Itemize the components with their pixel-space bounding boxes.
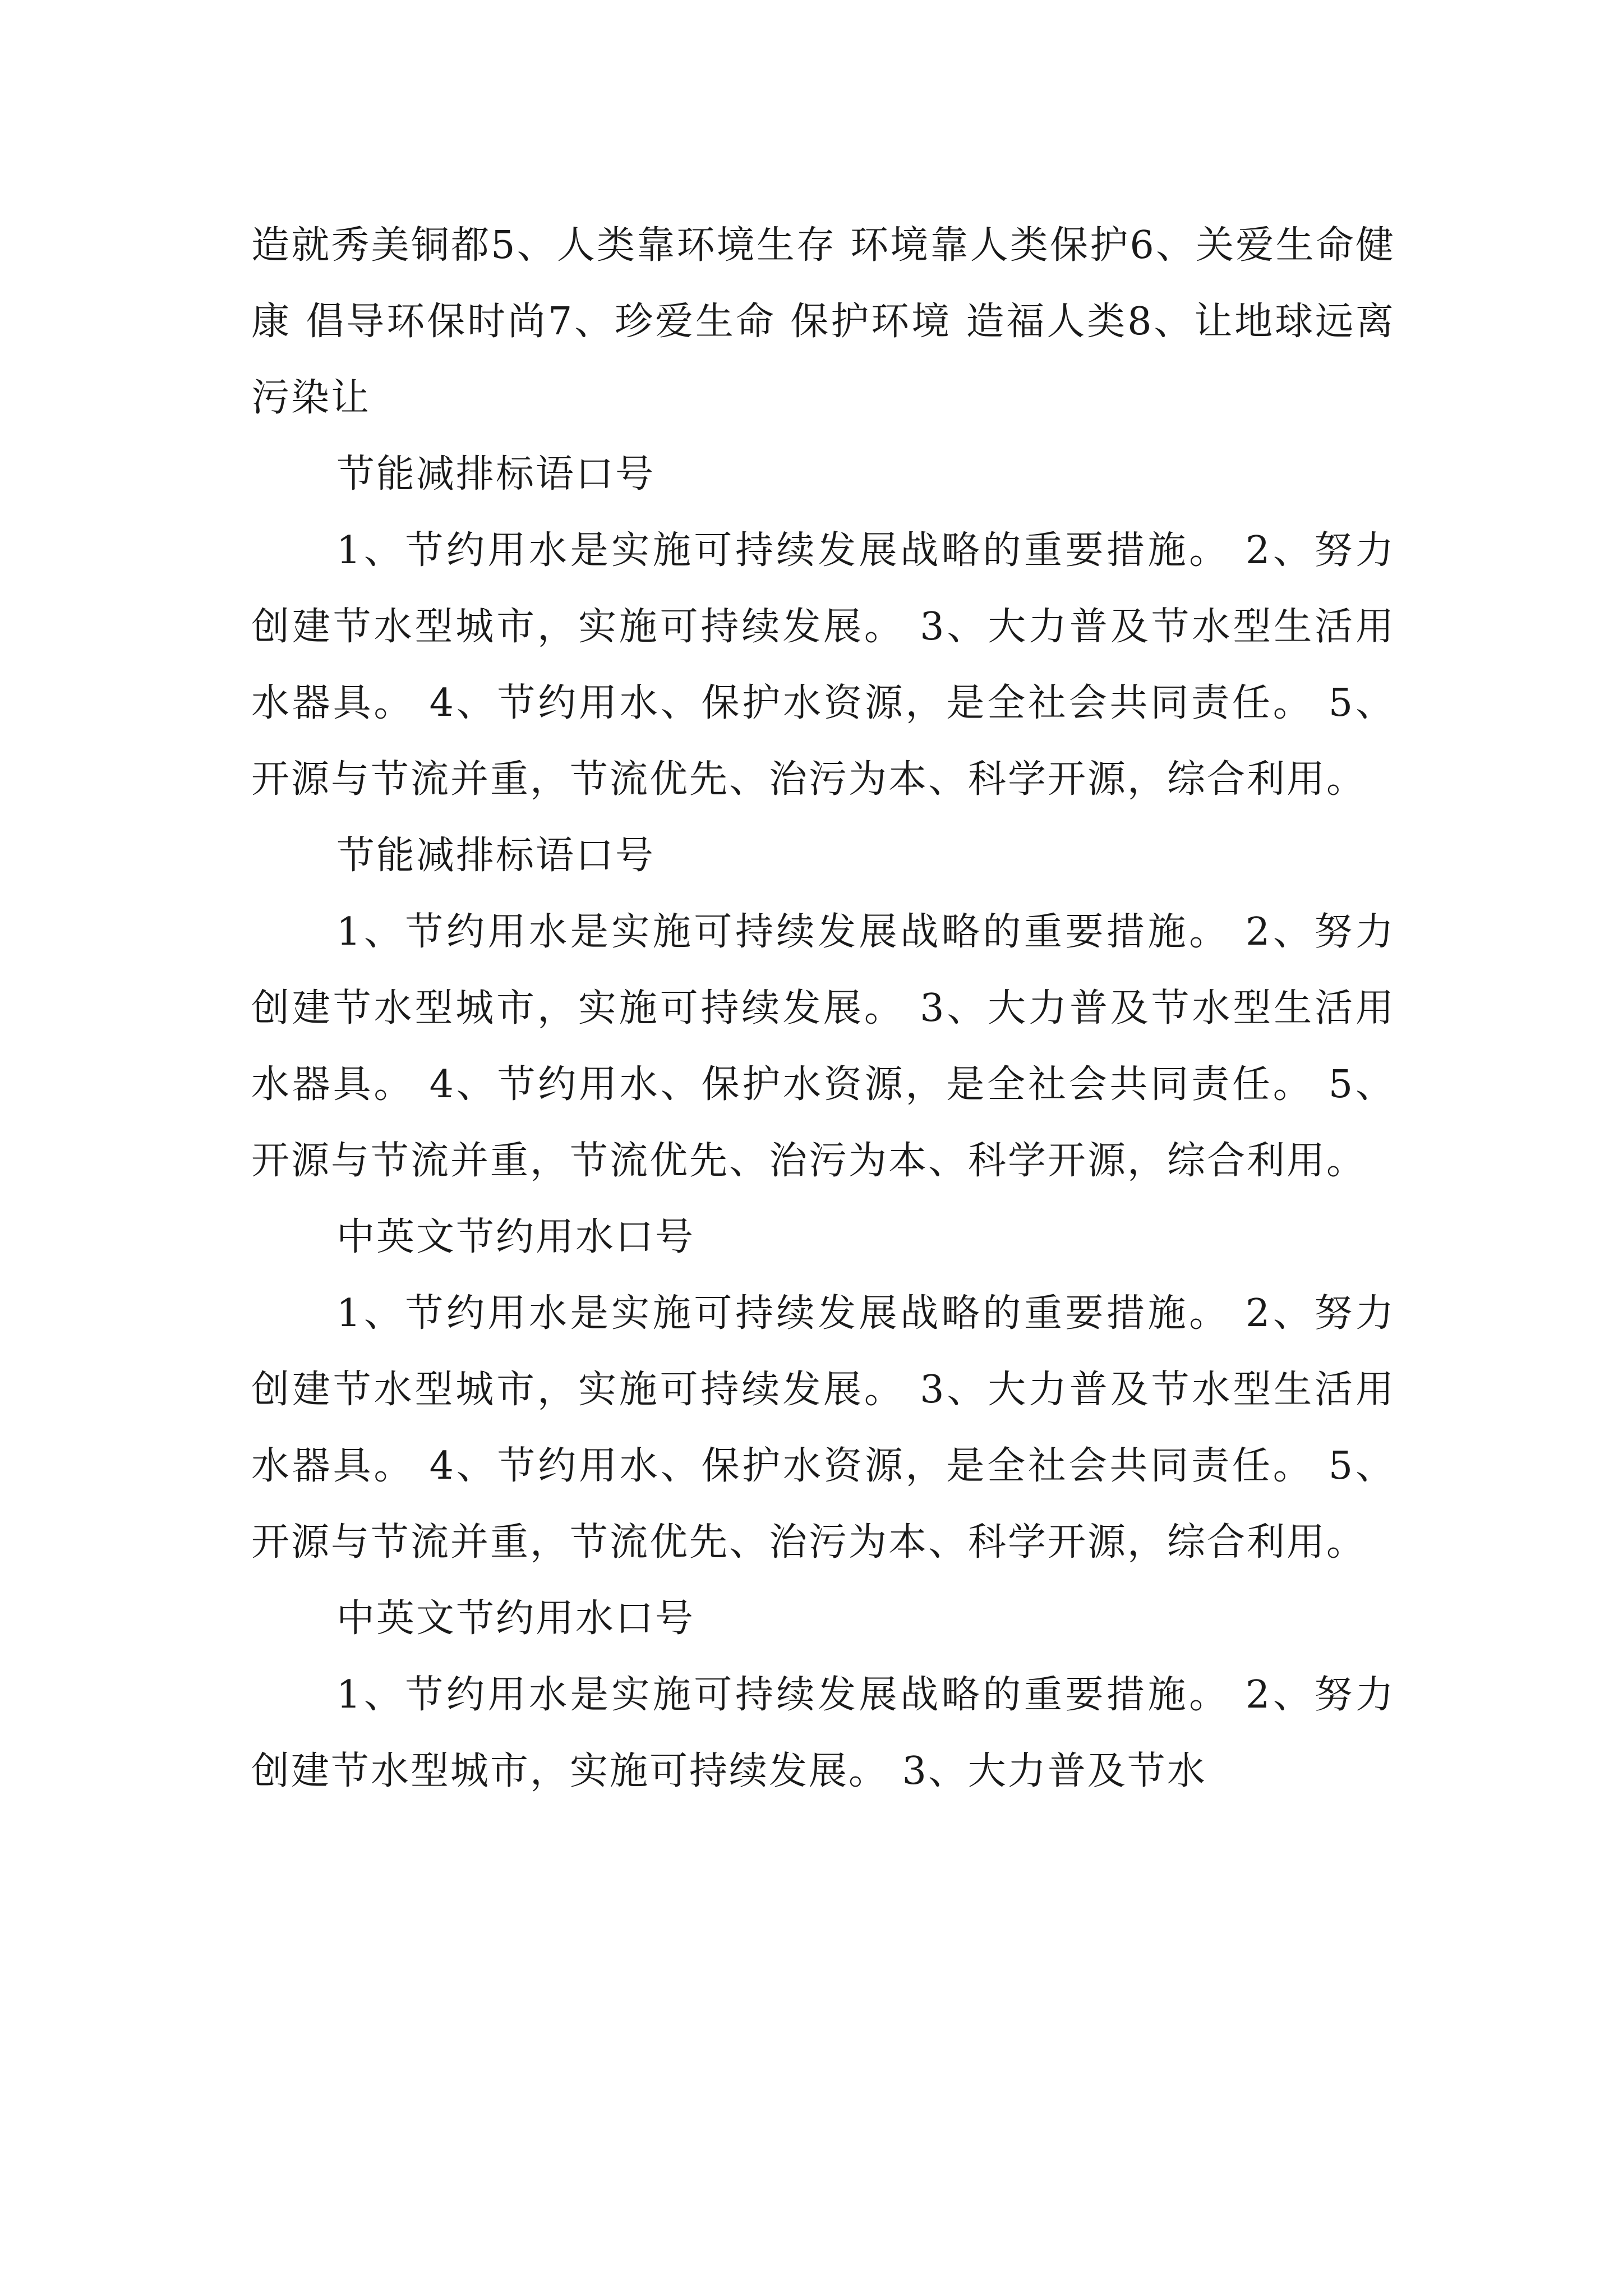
section-heading: 中英文节约用水口号: [336, 1215, 695, 1259]
paragraph-continuation: 造就秀美铜都5、人类靠环境生存 环境靠人类保护6、关爱生命健康 倡导环保时尚7、珍爱生命 保护环境 造福人类8、让地球远离污染让: [251, 223, 1395, 420]
section-heading: 节能减排标语口号: [336, 834, 656, 878]
section-heading: 中英文节约用水口号: [336, 1596, 695, 1641]
paragraph-slogans: 1、节约用水是实施可持续发展战略的重要措施。 2、努力创建节水型城市，实施可持续发展。 3、大力普及节水型生活用水器具。 4、节约用水、保护水资源，是全社会共同责任。 5、开源与节流并重，节流优先、治污为本、科学开源，综合利用。: [251, 1291, 1395, 1565]
paragraph-slogans: 1、节约用水是实施可持续发展战略的重要措施。 2、努力创建节水型城市，实施可持续发展。 3、大力普及节水: [251, 1673, 1395, 1793]
paragraph-slogans: 1、节约用水是实施可持续发展战略的重要措施。 2、努力创建节水型城市，实施可持续发展。 3、大力普及节水型生活用水器具。 4、节约用水、保护水资源，是全社会共同责任。 5、开源与节流并重，节流优先、治污为本、科学开源，综合利用。: [251, 528, 1395, 802]
section-heading: 节能减排标语口号: [336, 452, 656, 496]
document-body: [251, 208, 1395, 1810]
paragraph-slogans: 1、节约用水是实施可持续发展战略的重要措施。 2、努力创建节水型城市，实施可持续发展。 3、大力普及节水型生活用水器具。 4、节约用水、保护水资源，是全社会共同责任。 5、开源与节流并重，节流优先、治污为本、科学开源，综合利用。: [251, 910, 1395, 1183]
